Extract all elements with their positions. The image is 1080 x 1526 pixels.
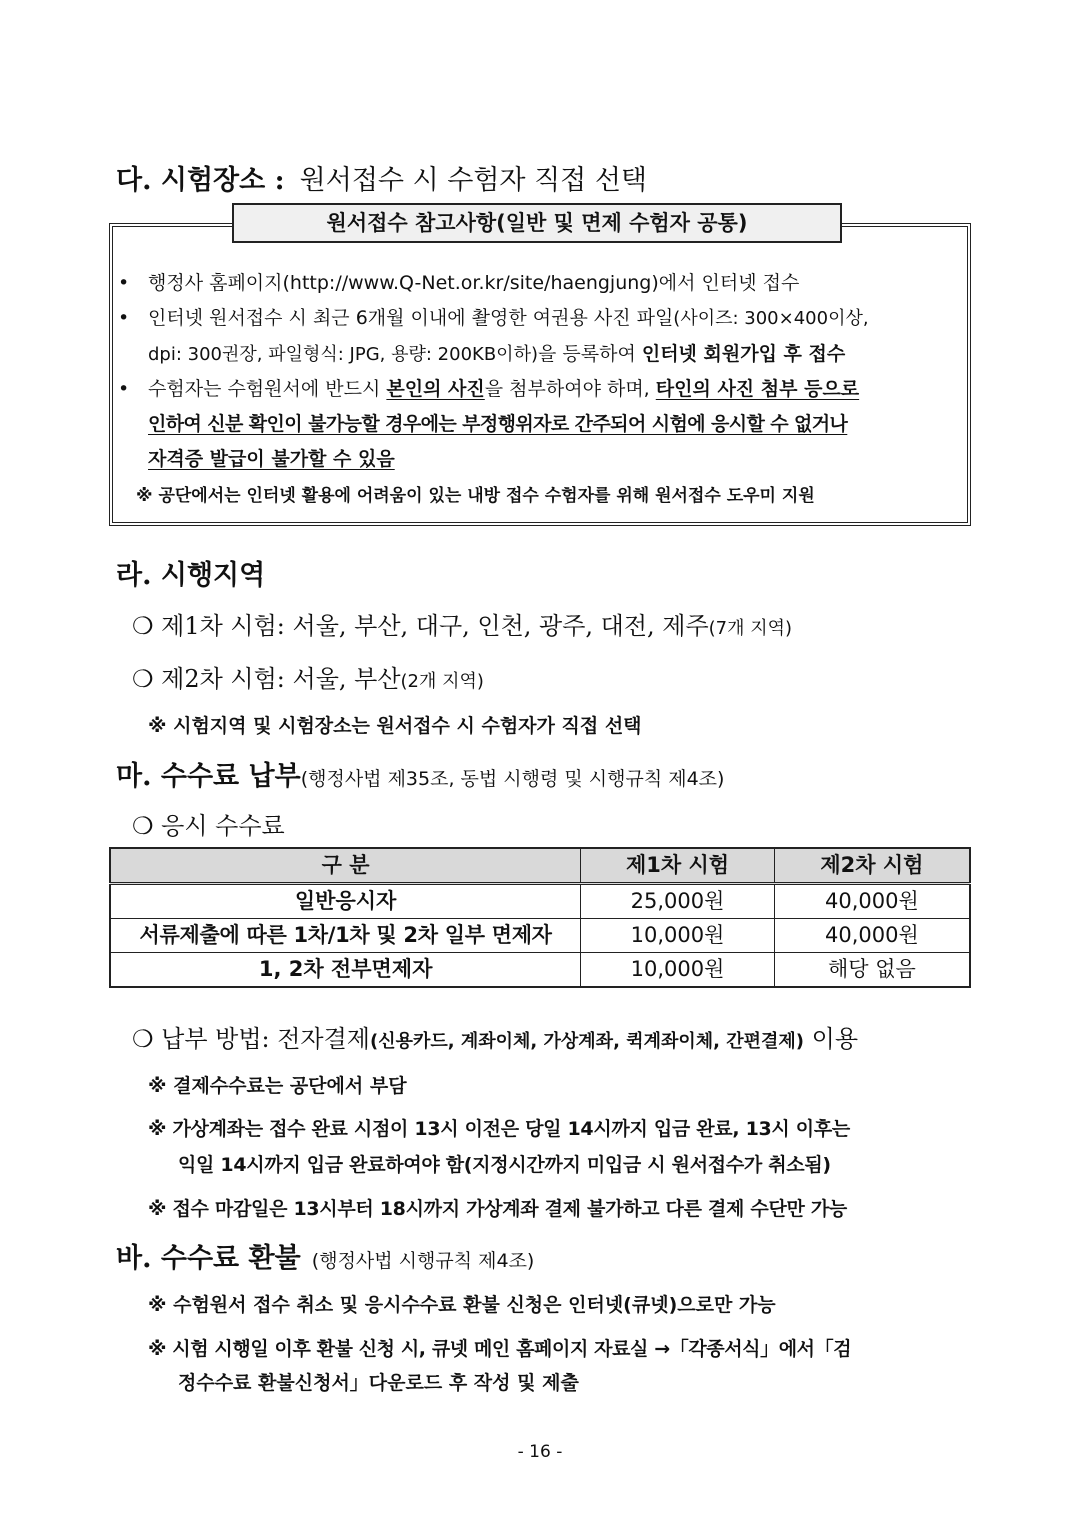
section-ma-heading: 마. 수수료 납부(행정사법 제35조, 동법 시행령 및 시행규칙 제4조) [116,761,725,792]
table-cell: 40,000원 [774,884,970,919]
circle-bullet-icon: ❍ [132,812,154,840]
notice-item-3: • 수험자는 수험원서에 반드시 본인의 사진을 첨부하여야 하며, 타인의 사진 첨부 등으로 [118,378,860,400]
payment-note-2-cont: 익일 14시까지 입금 완료하여야 함(지정시간까지 미입금 시 원서접수가 취소됨) [178,1154,831,1176]
table-cell: 40,000원 [774,919,970,953]
section-da-text: 원서접수 시 수험자 직접 선택 [299,165,647,196]
table-row [110,953,970,988]
refund-note-1: ※ 수험원서 접수 취소 및 응시수수료 환불 신청은 인터넷(큐넷)으로만 가능 [148,1294,776,1316]
table-header-cell: 제1차 시험 [581,848,775,884]
payment-note-2: ※ 가상계좌는 접수 완료 시점이 13시 이전은 당일 14시까지 입금 완료, 13시 이후는 [148,1118,850,1140]
section-ba-heading: 바. 수수료 환불 (행정사법 시행규칙 제4조) [116,1243,535,1274]
table-cell: 10,000원 [581,919,775,953]
notice-item-3-cont2: 자격증 발급이 불가할 수 있음 [148,448,395,470]
table-cell: 25,000원 [581,884,775,919]
table-cell: 일반응시자 [110,884,581,919]
region-note: ※ 시험지역 및 시험장소는 원서접수 시 수험자가 직접 선택 [148,715,642,737]
circle-bullet-icon: ❍ [132,1025,154,1053]
refund-note-2-cont: 정수수료 환불신청서」다운로드 후 작성 및 제출 [178,1372,579,1394]
bullet-icon: • [118,378,130,400]
fee-table [109,847,971,988]
section-da-label: 다. 시험장소 : [116,165,285,196]
bullet-icon: • [118,307,130,329]
table-cell: 1, 2차 전부면제자 [110,953,581,988]
table-row [110,884,970,919]
refund-note-2: ※ 시험 시행일 이후 환불 신청 시, 큐넷 메인 홈페이지 자료실 →「각종서식」에서「검 [148,1338,852,1360]
table-header-cell: 제2차 시험 [774,848,970,884]
circle-bullet-icon: ❍ [132,665,154,693]
fee-subheading: ❍ 응시 수수료 [132,812,285,840]
page-number: - 16 - [517,1442,563,1462]
section-ra-heading: 라. 시행지역 [116,560,266,591]
circle-bullet-icon: ❍ [132,612,154,640]
notice-item-2: • 인터넷 원서접수 시 최근 6개월 이내에 촬영한 여권용 사진 파일(사이즈: 300×400이상, [118,307,869,329]
table-cell: 서류제출에 따른 1차/1차 및 2차 일부 면제자 [110,919,581,953]
table-header-cell: 구 분 [110,848,581,884]
notice-item-3-cont1: 인하여 신분 확인이 불가능할 경우에는 부정행위자로 간주되어 시험에 응시할 수 없거나 [148,413,848,435]
payment-method: ❍ 납부 방법: 전자결제(신용카드, 계좌이체, 가상계좌, 퀵계좌이체, 간편결제) 이용 [132,1025,859,1053]
notice-item-1: • 행정사 홈페이지(http://www.Q-Net.or.kr/site/haengjung)에서 인터넷 접수 [118,272,800,294]
bullet-icon: • [118,272,130,294]
table-cell: 해당 없음 [774,953,970,988]
notice-item-2-cont: dpi: 300권장, 파일형식: JPG, 용량: 200KB이하)을 등록하여 인터넷 회원가입 후 접수 [148,343,846,365]
table-header-row [110,848,970,884]
exam1-regions: ❍ 제1차 시험: 서울, 부산, 대구, 인천, 광주, 대전, 제주(7개 지역) [132,612,793,640]
table-row [110,919,970,953]
payment-note-3: ※ 접수 마감일은 13시부터 18시까지 가상계좌 결제 불가하고 다른 결제 수단만 가능 [148,1198,847,1220]
exam2-regions: ❍ 제2차 시험: 서울, 부산(2개 지역) [132,665,484,693]
notice-box-title: 원서접수 참고사항(일반 및 면제 수험자 공통) [232,203,842,243]
payment-note-1: ※ 결제수수료는 공단에서 부담 [148,1075,407,1097]
notice-footnote: ※ 공단에서는 인터넷 활용에 어려움이 있는 내방 접수 수험자를 위해 원서접수 도우미 지원 [136,486,815,506]
section-da-heading [116,158,647,197]
table-cell: 10,000원 [581,953,775,988]
